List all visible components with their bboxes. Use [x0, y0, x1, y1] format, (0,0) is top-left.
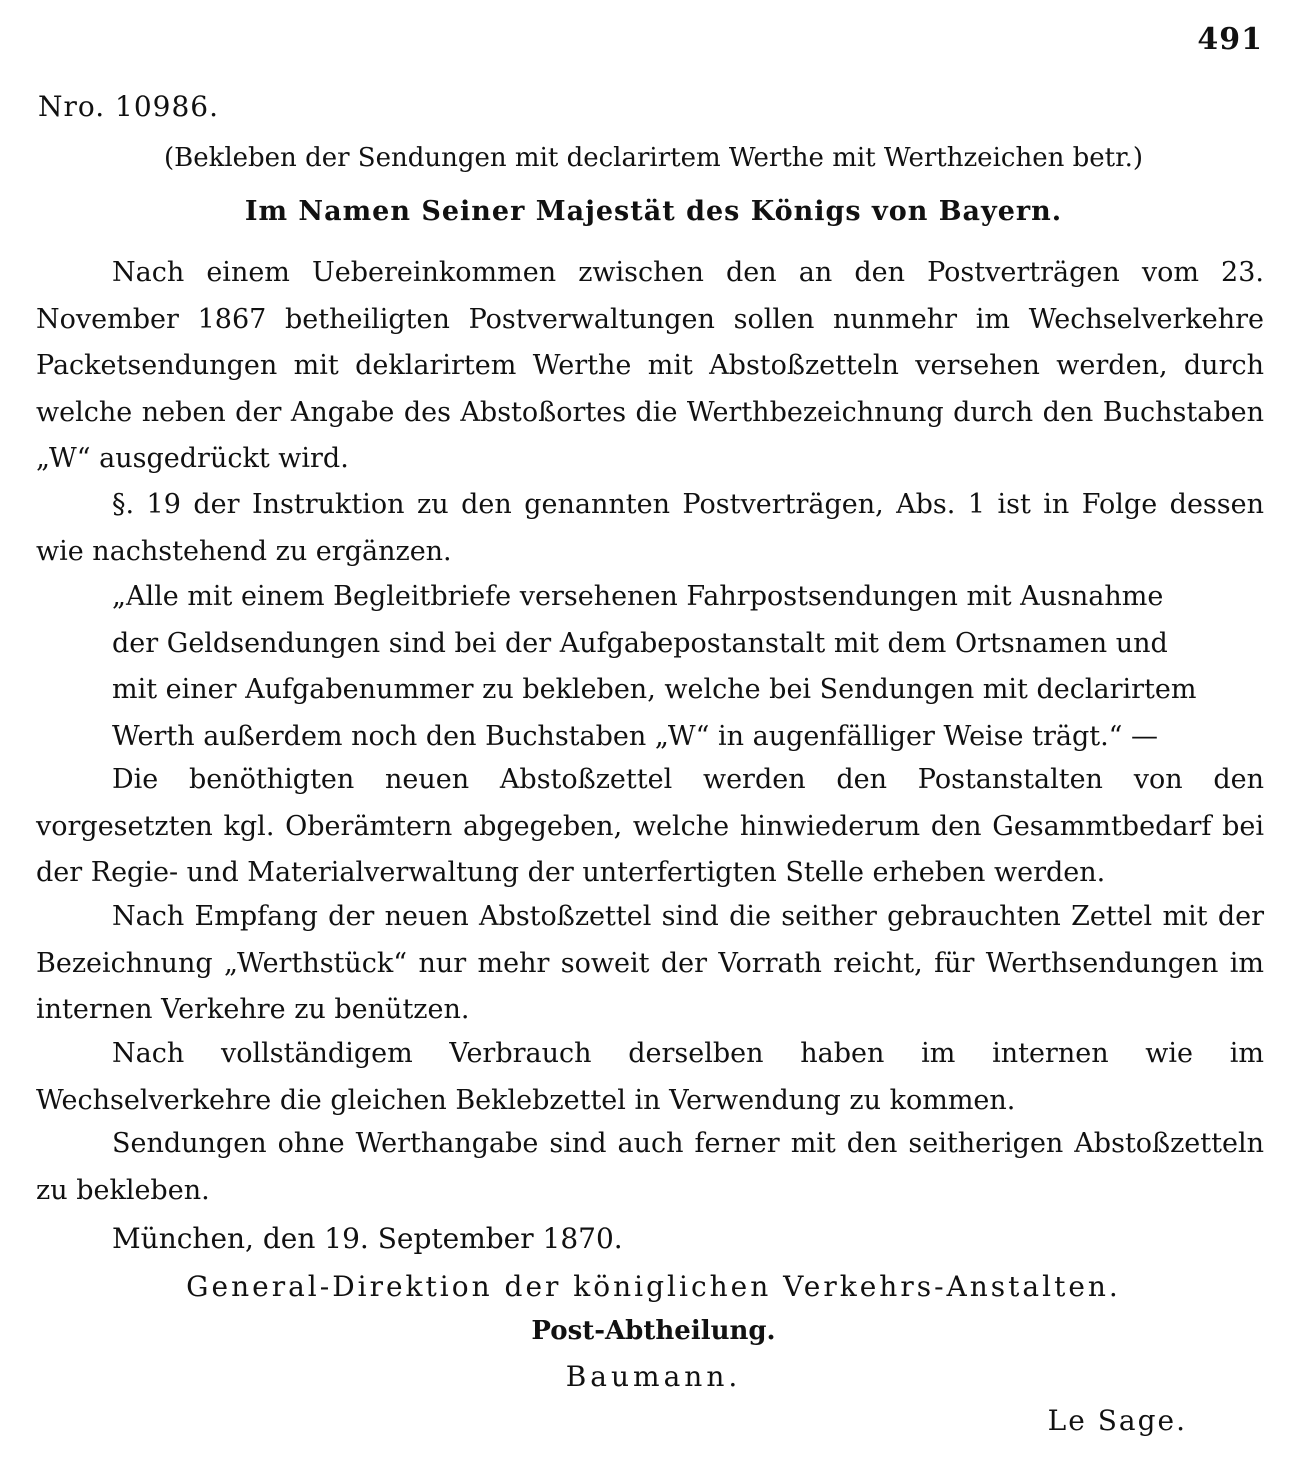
- date-line: München, den 19. September 1870.: [112, 1222, 623, 1255]
- document-heading: Im Namen Seiner Majestät des Königs von Bayern.: [244, 196, 1063, 227]
- paragraph-old-labels: Nach Empfang der neuen Abstoßzettel sind die seither gebrauchten Zettel mit der Bezeichnung „Werthstück“ nur mehr soweit der Vorrath reicht, für Werthsendungen im internen Verkehre zu benützen.: [36, 901, 1264, 1025]
- paragraph-instruction: §. 19 der Instruktion zu den genannten Postverträgen, Abs. 1 ist in Folge dessen wie nachstehend zu ergänzen.: [36, 489, 1264, 567]
- document-number: Nro. 10986.: [38, 90, 220, 123]
- issuing-authority: General-Direktion der königlichen Verkehrs-Anstalten.: [186, 1270, 1121, 1303]
- department: Post-Abtheilung.: [531, 1316, 776, 1346]
- quote-line: Werth außerdem noch den Buchstaben „W“ in augenfälliger Weise trägt.“ —: [112, 720, 1159, 752]
- page-number: 491: [1197, 22, 1263, 57]
- quoted-provision: [112, 574, 1264, 760]
- paragraph-after-use: Nach vollständigem Verbrauch derselben haben im internen wie im Wechselverkehre die gleichen Beklebzettel in Verwendung zu kommen.: [36, 1038, 1264, 1116]
- signatory-baumann: Baumann.: [565, 1360, 742, 1393]
- quote-line: „Alle mit einem Begleitbriefe versehenen Fahrpostsendungen mit Ausnahme: [112, 581, 1164, 612]
- quote-line: der Geldsendungen sind bei der Aufgabepostanstalt mit dem Ortsnamen und: [112, 627, 1168, 659]
- document-subject: (Bekleben der Sendungen mit declarirtem Werthe mit Werthzeichen betr.): [163, 143, 1144, 173]
- paragraph-no-value: Sendungen ohne Werthangabe sind auch ferner mit den seitherigen Abstoßzetteln zu bekleben.: [36, 1128, 1264, 1206]
- paragraph-distribution: Die benöthigten neuen Abstoßzettel werden den Postanstalten von den vorgesetzten kgl. Oberämtern abgegeben, welche hinwiederum den Gesammtbedarf bei der Regie- und Materialverwaltung der unterfertigten Stelle erheben werden.: [36, 764, 1264, 888]
- paragraph-agreement: Nach einem Uebereinkommen zwischen den an den Postverträgen vom 23. November 1867 betheiligten Postverwaltungen sollen nunmehr im Wechselverkehre Packetsendungen mit deklarirtem Werthe mit Abstoßzetteln versehen werden, durch welche neben der Angabe des Abstoßortes die Werthbezeichnung durch den Buchstaben „W“ ausgedrückt wird.: [36, 257, 1264, 474]
- quote-line: mit einer Aufgabenummer zu bekleben, welche bei Sendungen mit declarirtem: [112, 674, 1197, 705]
- signatory-le-sage: Le Sage.: [1047, 1404, 1187, 1437]
